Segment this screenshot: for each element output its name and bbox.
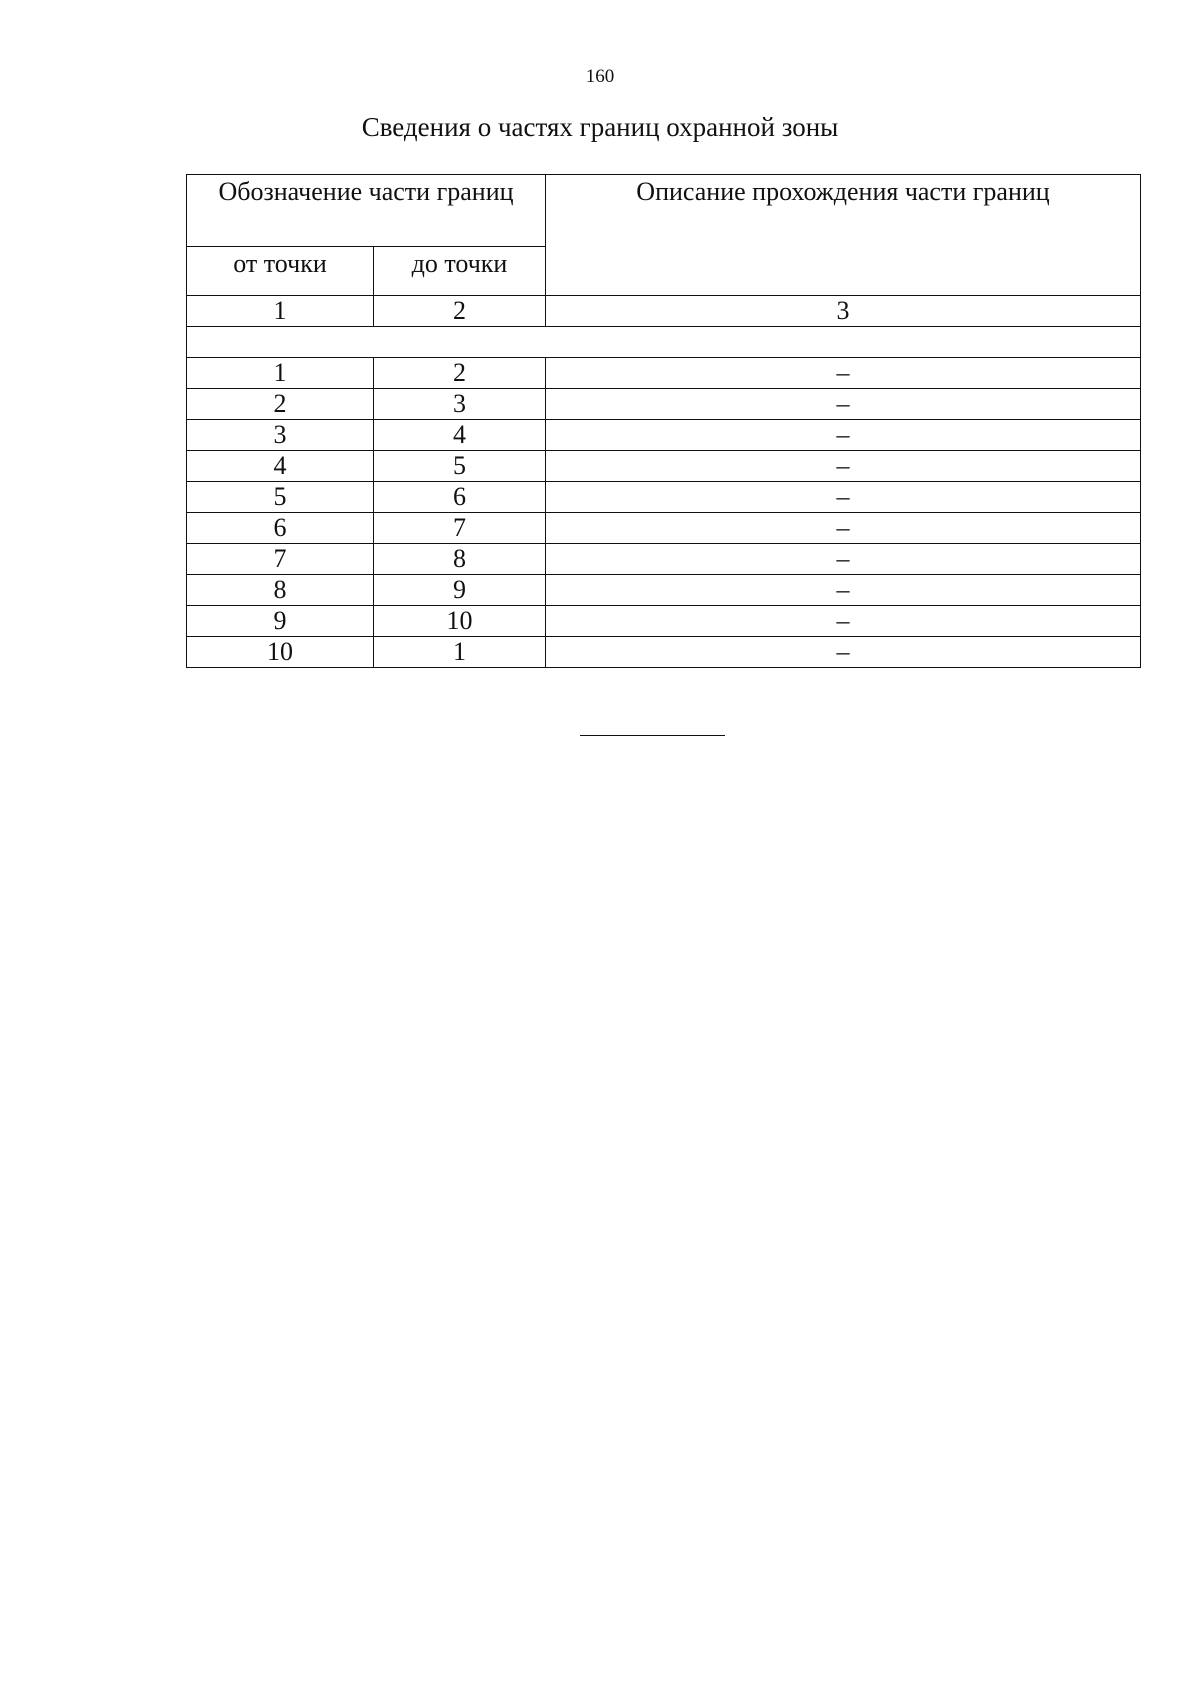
- table-row: [187, 606, 1141, 637]
- table-row: [187, 513, 1141, 544]
- description-cell: –: [546, 513, 1141, 544]
- boundary-parts-table: [186, 174, 1141, 668]
- from-point-cell: 4: [187, 451, 374, 482]
- description-cell: –: [546, 451, 1141, 482]
- column-number-row: [187, 296, 1141, 327]
- header-from-point-label: от точки: [233, 249, 327, 278]
- empty-section-row: [187, 327, 1141, 358]
- from-point-cell: 8: [187, 575, 374, 606]
- description-cell: –: [546, 358, 1141, 389]
- header-to-point: [374, 247, 546, 296]
- from-point-cell: 5: [187, 482, 374, 513]
- description-cell: –: [546, 420, 1141, 451]
- header-boundary-designation-label: Обозначение части границ: [218, 177, 514, 206]
- to-point-cell: 7: [374, 513, 546, 544]
- column-number: 1: [187, 296, 374, 327]
- to-point-cell: 4: [374, 420, 546, 451]
- empty-section-cell: [187, 327, 1141, 358]
- to-point-cell: 8: [374, 544, 546, 575]
- document-title: Сведения о частях границ охранной зоны: [361, 112, 839, 142]
- table-row: [187, 389, 1141, 420]
- table-row: [187, 358, 1141, 389]
- description-cell: –: [546, 544, 1141, 575]
- description-cell: –: [546, 575, 1141, 606]
- from-point-cell: 7: [187, 544, 374, 575]
- from-point-cell: 10: [187, 637, 374, 668]
- column-number: 3: [546, 296, 1141, 327]
- to-point-cell: 5: [374, 451, 546, 482]
- description-cell: –: [546, 637, 1141, 668]
- header-boundary-designation: [187, 175, 546, 247]
- end-of-section-rule: [580, 735, 725, 736]
- from-point-cell: 2: [187, 389, 374, 420]
- table-row: [187, 451, 1141, 482]
- to-point-cell: 1: [374, 637, 546, 668]
- from-point-cell: 9: [187, 606, 374, 637]
- from-point-cell: 6: [187, 513, 374, 544]
- to-point-cell: 3: [374, 389, 546, 420]
- table-row: [187, 420, 1141, 451]
- table-row: [187, 575, 1141, 606]
- description-cell: –: [546, 389, 1141, 420]
- description-cell: –: [546, 606, 1141, 637]
- to-point-cell: 10: [374, 606, 546, 637]
- table-row: [187, 544, 1141, 575]
- description-cell: –: [546, 482, 1141, 513]
- table-row: [187, 637, 1141, 668]
- header-boundary-description-label: Описание прохождения части границ: [636, 177, 1050, 206]
- from-point-cell: 3: [187, 420, 374, 451]
- table-header-row: [187, 175, 1141, 247]
- from-point-cell: 1: [187, 358, 374, 389]
- header-from-point: [187, 247, 374, 296]
- to-point-cell: 9: [374, 575, 546, 606]
- page-number: 160: [585, 66, 615, 87]
- to-point-cell: 6: [374, 482, 546, 513]
- table-row: [187, 482, 1141, 513]
- to-point-cell: 2: [374, 358, 546, 389]
- header-to-point-label: до точки: [411, 249, 508, 278]
- column-number: 2: [374, 296, 546, 327]
- header-boundary-description: [546, 175, 1141, 296]
